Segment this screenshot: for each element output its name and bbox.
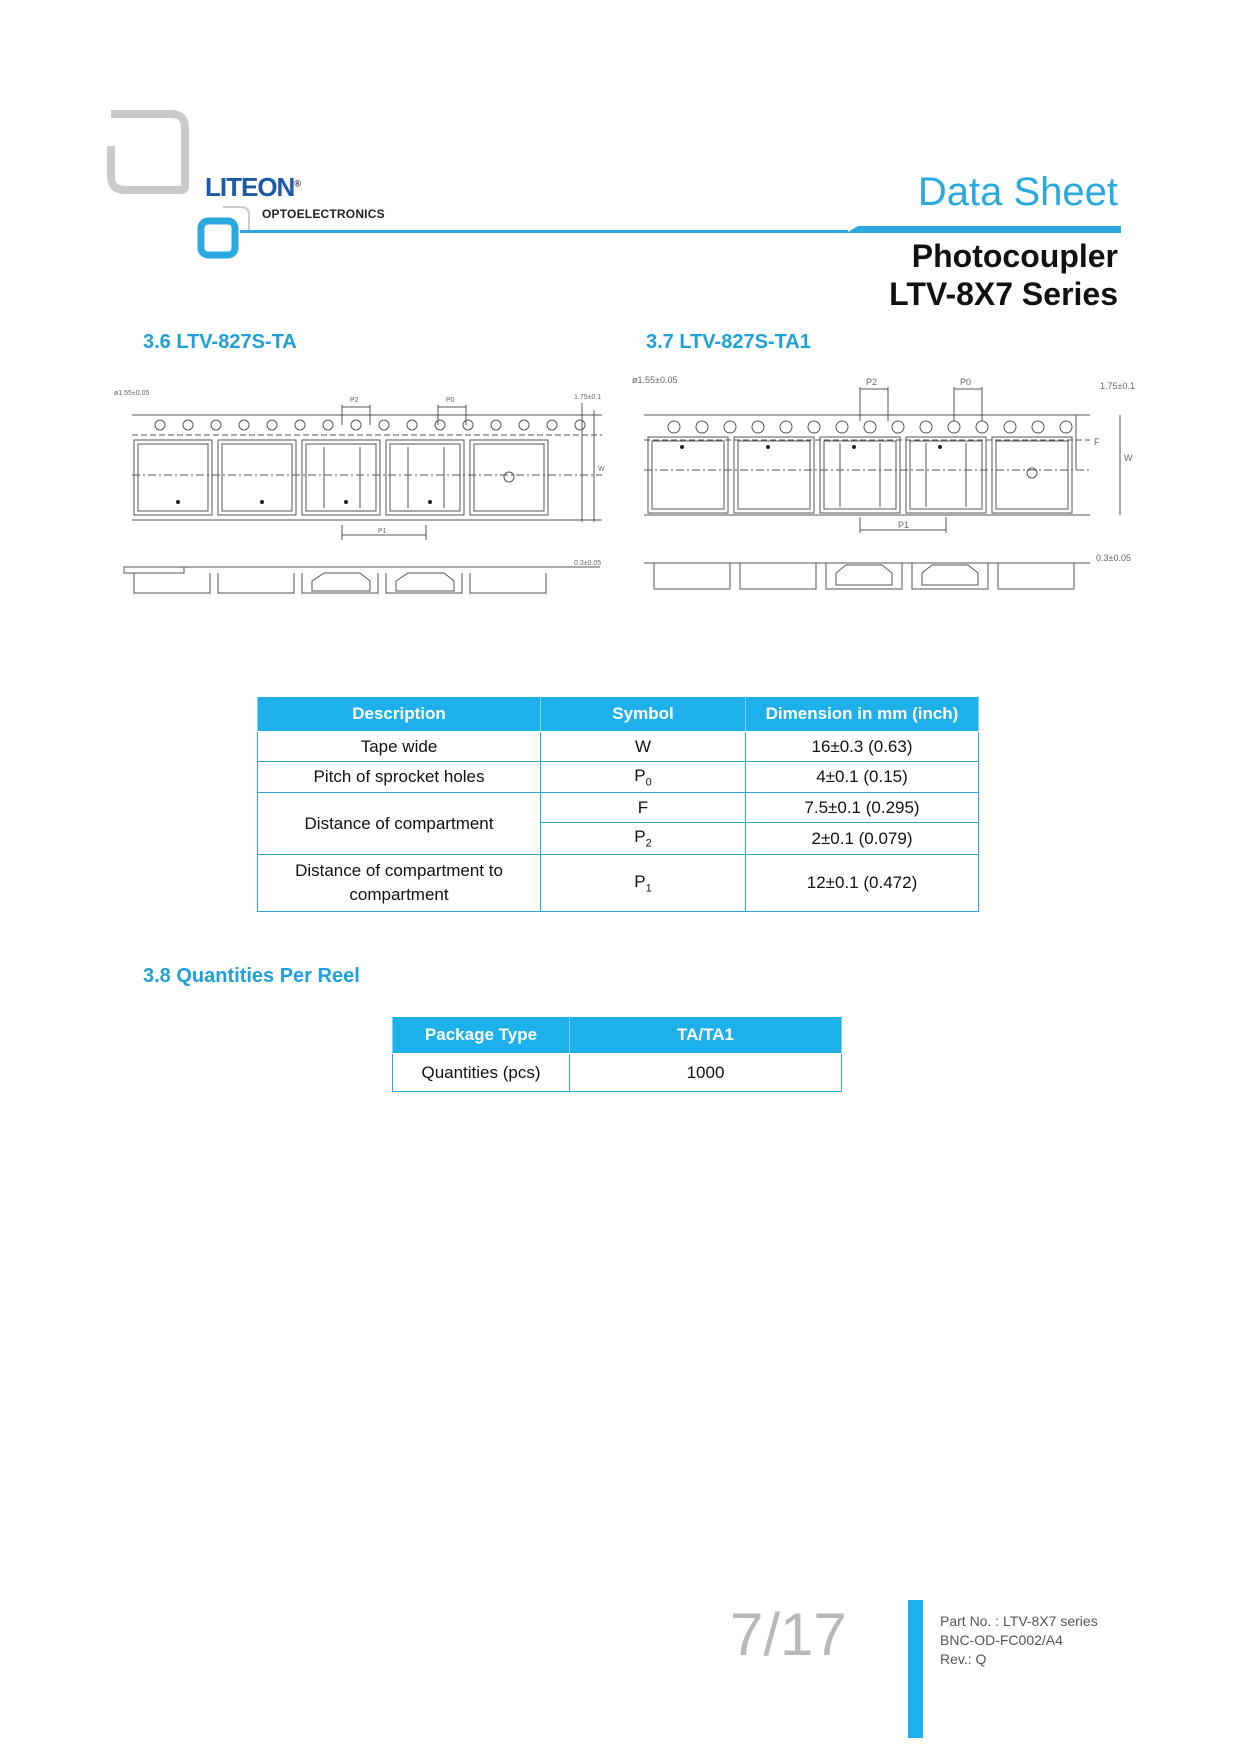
cell-dim: 7.5±0.1 (0.295) [746,793,979,823]
label-p1-left: P1 [378,528,387,535]
label-p1-right: P1 [898,520,910,530]
section-title-3-7: 3.7 LTV-827S-TA1 [646,331,811,353]
footer-part-no: Part No. : LTV-8X7 series [940,1613,1098,1629]
cell-symbol: $P_2$ [541,823,746,854]
table-row [258,732,979,762]
label-f-right: F [1094,437,1100,447]
footer-accent-bar [908,1600,923,1738]
page-number: 7/17 [730,1601,847,1668]
table-row [258,762,979,793]
label-p0-right: P0 [960,377,972,387]
col-header-ta-ta1: TA/TA1 [570,1017,842,1054]
label-thick-left: 0.3±0.05 [574,560,602,567]
label-edge-left: 1.75±0.1 [574,394,602,401]
product-series: LTV-8X7 Series [889,276,1118,312]
col-header-description: Description [258,697,541,732]
quantity-table [392,1016,842,1092]
brand-wordmark: LITEON® [205,172,300,202]
cell-desc: Tape wide [258,732,541,762]
col-header-symbol: Symbol [541,697,746,732]
tape-drawing-ta1 [630,375,1140,610]
brand-logo-outline-icon [107,110,189,194]
cell-dim: 4±0.1 (0.15) [746,762,979,793]
label-hole-right: ø1.55±0.05 [632,375,678,385]
table-row [258,793,979,823]
col-header-package-type: Package Type [393,1017,570,1054]
brand-logo-square-icon [197,205,257,261]
brand-subtitle: OPTOELECTRONICS [262,207,385,221]
tape-drawing-ta [112,385,610,610]
label-w-left: W [598,466,605,473]
footer-rev: Rev.: Q [940,1651,987,1667]
cell-dim: 12±0.1 (0.472) [746,854,979,911]
cell-dim: 16±0.3 (0.63) [746,732,979,762]
table-row [393,1054,842,1092]
cell-quantity-value: 1000 [570,1054,842,1092]
cell-symbol: F [541,793,746,823]
label-edge-right: 1.75±0.1 [1100,381,1135,391]
header-rule [240,230,848,233]
cell-symbol: W [541,732,746,762]
cell-symbol: $P_1$ [541,854,746,911]
dimension-table [257,696,979,912]
section-title-3-6: 3.6 LTV-827S-TA [143,331,297,353]
label-w-right: W [1124,453,1133,463]
label-p0-left: P0 [446,397,455,404]
cell-dim: 2±0.1 (0.079) [746,823,979,854]
label-p2-left: P2 [350,397,359,404]
cell-desc: Distance of compartment [258,793,541,854]
cell-desc: Pitch of sprocket holes [258,762,541,793]
header-rule-accent [846,226,1121,233]
cell-desc: Distance of compartment to compartment [258,854,541,911]
footer-info [940,1612,1098,1669]
section-title-3-8: 3.8 Quantities Per Reel [143,965,360,987]
doc-type-title: Data Sheet [917,170,1118,214]
cell-symbol: $P_0$ [541,762,746,793]
product-title: Photocoupler [911,238,1118,274]
label-thick-right: 0.3±0.05 [1096,553,1131,563]
cell-quantity-label: Quantities (pcs) [393,1054,570,1092]
label-hole-left: ø1.55±0.05 [114,390,150,397]
label-p2-right: P2 [866,377,878,387]
table-row [258,854,979,911]
col-header-dimension: Dimension in mm (inch) [746,697,979,732]
footer-doc-no: BNC-OD-FC002/A4 [940,1632,1063,1648]
